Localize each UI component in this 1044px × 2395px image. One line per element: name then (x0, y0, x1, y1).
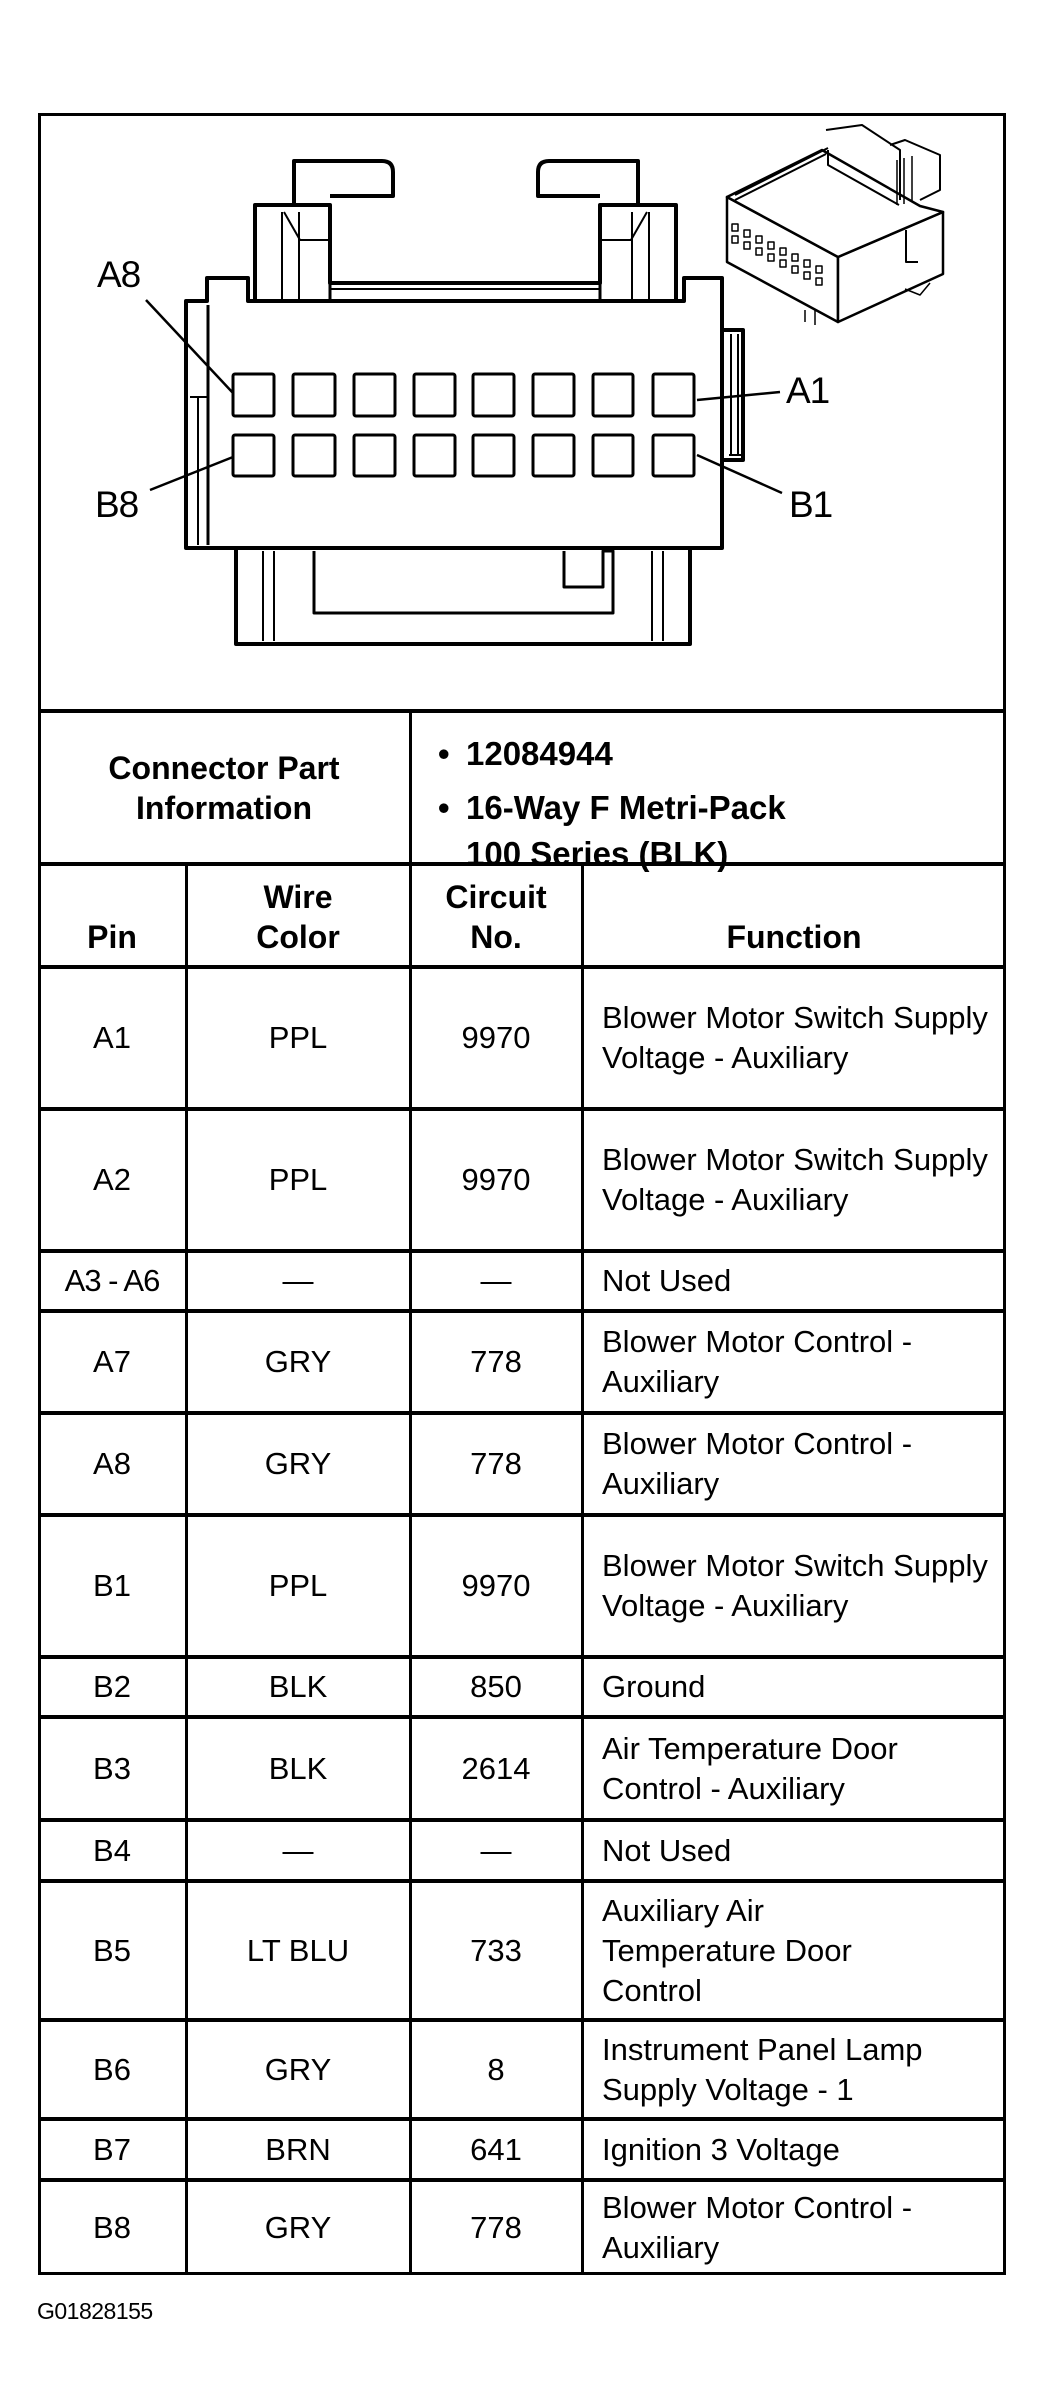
cell-circuit: 9970 (461, 1020, 531, 1055)
pin-label-a1: A1 (786, 370, 830, 411)
cell-pin: B6 (93, 2051, 131, 2087)
cell-pin: A7 (93, 1344, 131, 1379)
cell-circuit: 8 (487, 2051, 505, 2087)
header-circuit-line2: No. (470, 919, 522, 955)
cell-function: Not Used (602, 1263, 732, 1298)
cell-wire-color: BLK (268, 1750, 328, 1786)
cell-circuit: 778 (470, 1344, 522, 1379)
cell-wire-color: PPL (268, 1162, 328, 1197)
cell-circuit: — (480, 1263, 512, 1298)
cell-wire-color: — (282, 1263, 314, 1298)
connector-info-label-line1: Connector Part (108, 749, 340, 786)
cell-function: Ground (602, 1669, 706, 1704)
cell-circuit: 2614 (461, 1750, 531, 1786)
cell-pin: B3 (93, 1750, 131, 1786)
cell-wire-color: GRY (264, 1446, 332, 1481)
connector-description-line1: 16-Way F Metri-Pack (466, 789, 786, 826)
connector-info-list (430, 731, 1006, 877)
cell-circuit: 9970 (461, 1568, 531, 1603)
cell-wire-color: GRY (264, 2209, 332, 2245)
connector-info-label-line2: Information (136, 789, 312, 826)
connector-info-label (38, 711, 410, 864)
cell-pin: B8 (93, 2209, 131, 2245)
connector-info-details (430, 711, 1006, 872)
cell-function: Blower Motor Switch Supply Voltage - Auxiliary (602, 1548, 988, 1623)
cell-pin: B5 (93, 1932, 131, 1968)
header-wire-color-line1: Wire (263, 879, 333, 915)
cell-circuit: 778 (470, 1446, 522, 1481)
connector-drawing-icon (0, 0, 1044, 711)
cell-function: Blower Motor Control - Auxiliary (602, 2189, 913, 2265)
header-circuit-no (410, 864, 582, 967)
cell-function: Ignition 3 Voltage (602, 2131, 840, 2167)
cell-circuit: 733 (470, 1932, 522, 1968)
cell-function: Auxiliary Air Temperature Door Control (602, 1892, 852, 2008)
cell-function: Blower Motor Control - Auxiliary (602, 1426, 913, 1501)
cell-circuit: 9970 (461, 1162, 531, 1197)
cell-wire-color: LT BLU (246, 1932, 350, 1968)
cell-wire-color: GRY (264, 1344, 332, 1379)
cell-circuit: 850 (470, 1669, 522, 1704)
cell-pin: A8 (93, 1446, 131, 1481)
header-function: Function (726, 919, 862, 955)
cell-pin: A1 (93, 1020, 131, 1055)
cell-wire-color: — (282, 1832, 314, 1868)
cell-function: Blower Motor Control - Auxiliary (602, 1324, 913, 1399)
header-circuit-line1: Circuit (445, 879, 547, 915)
cell-function: Blower Motor Switch Supply Voltage - Auxiliary (602, 1000, 988, 1075)
cell-pin: A2 (93, 1162, 131, 1197)
cell-pin: B7 (93, 2131, 131, 2167)
cell-pin: B1 (93, 1568, 131, 1603)
cell-wire-color: PPL (268, 1568, 328, 1603)
pin-label-b1: B1 (789, 484, 833, 525)
cell-circuit: — (480, 1832, 512, 1868)
header-wire-color-line2: Color (256, 919, 340, 955)
pin-label-b8: B8 (95, 484, 139, 525)
figure-id: G01828155 (37, 2298, 153, 2324)
cell-function: Not Used (602, 1832, 732, 1868)
header-pin: Pin (87, 919, 137, 955)
cell-circuit: 641 (470, 2131, 522, 2167)
pin-label-a8: A8 (97, 254, 141, 295)
cell-pin: A3 - A6 (64, 1263, 160, 1298)
cell-function: Blower Motor Switch Supply Voltage - Auxiliary (602, 1142, 988, 1217)
cell-wire-color: PPL (268, 1020, 328, 1055)
cell-function: Air Temperature Door Control - Auxiliary (602, 1730, 898, 1806)
cell-wire-color: BRN (265, 2131, 331, 2167)
header-wire-color (186, 864, 410, 967)
connector-face-diagram (0, 0, 1044, 711)
cell-pin: B4 (93, 1832, 131, 1868)
part-number: • 12084944 (430, 731, 1006, 777)
cell-wire-color: BLK (268, 1669, 328, 1704)
cell-wire-color: GRY (264, 2051, 332, 2087)
connector-description-line2: 100 Series (BLK) (466, 835, 729, 872)
cell-function: Instrument Panel Lamp Supply Voltage - 1 (602, 2031, 923, 2107)
cell-circuit: 778 (470, 2209, 522, 2245)
cell-pin: B2 (93, 1669, 131, 1704)
